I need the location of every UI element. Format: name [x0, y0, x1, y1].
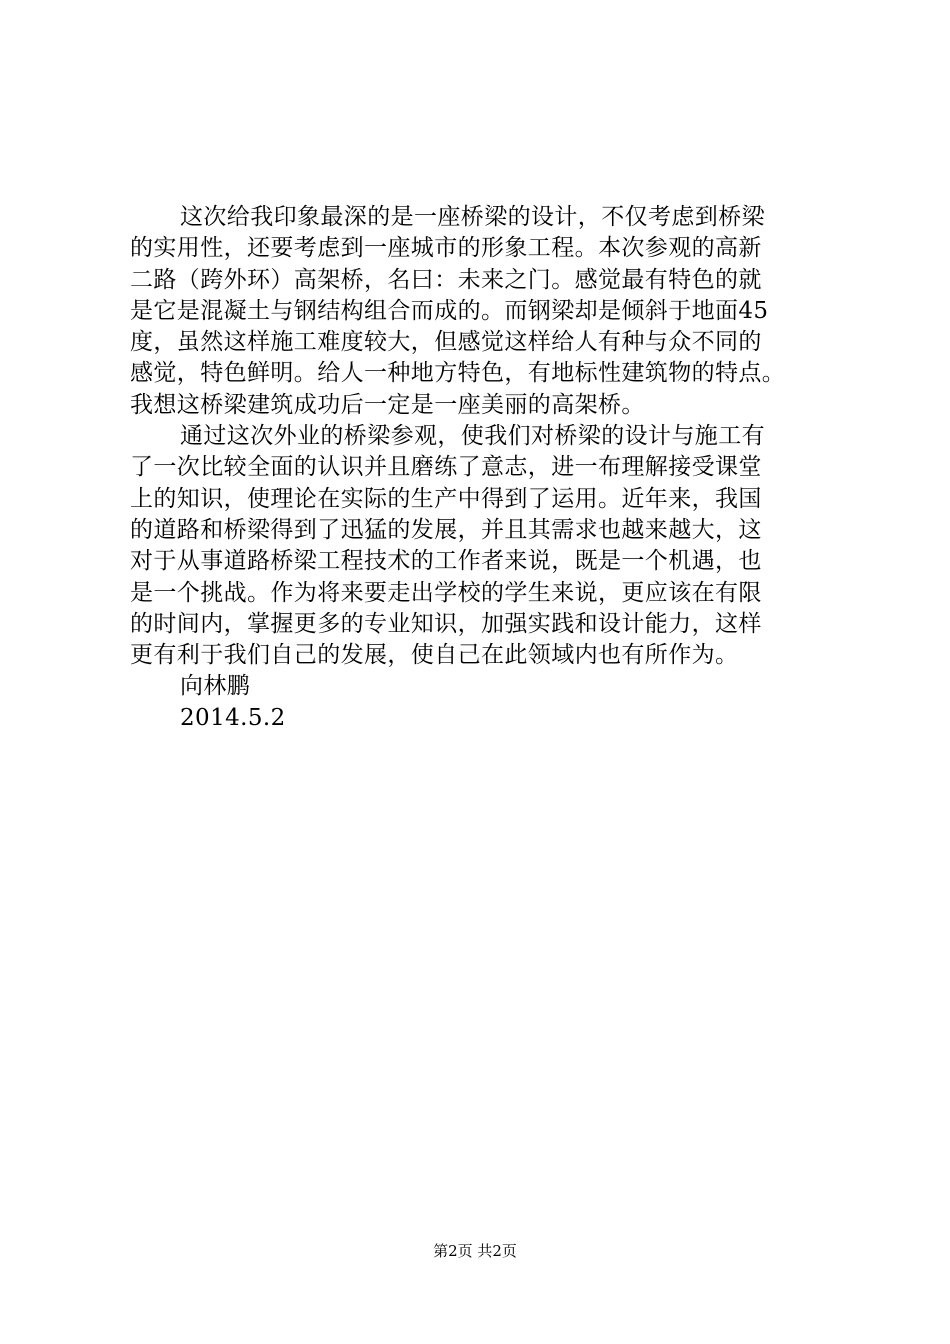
paragraph-2-line: 的道路和桥梁得到了迅猛的发展，并且其需求也越来越大，这	[130, 516, 762, 543]
paragraph-1-line: 感觉，特色鲜明。给人一种地方特色，有地标性建筑物的特点。	[130, 360, 786, 387]
paragraph-2-line: 了一次比较全面的认识并且磨练了意志，进一布理解接受课堂	[130, 454, 762, 481]
author-name: 向林鹏	[180, 673, 251, 700]
paragraph-1-line: 我想这桥梁建筑成功后一定是一座美丽的高架桥。	[130, 391, 645, 418]
paragraph-2-line: 上的知识，使理论在实际的生产中得到了运用。近年来，我国	[130, 485, 762, 512]
paragraph-2-line: 通过这次外业的桥梁参观，使我们对桥梁的设计与施工有	[180, 423, 765, 450]
paragraph-2-line: 对于从事道路桥梁工程技术的工作者来说，既是一个机遇，也	[130, 548, 762, 575]
paragraph-1-line: 这次给我印象最深的是一座桥梁的设计，不仅考虑到桥梁	[180, 204, 765, 230]
page-number-footer: 第2页 共2页	[433, 1242, 517, 1260]
paragraph-2-line: 的时间内，掌握更多的专业知识，加强实践和设计能力，这样	[130, 610, 762, 637]
paragraph-1-line: 是它是混凝土与钢结构组合而成的。而钢梁却是倾斜于地面45	[130, 297, 769, 324]
paragraph-1-line: 的实用性，还要考虑到一座城市的形象工程。本次参观的高新	[130, 235, 762, 262]
paragraph-2-line: 更有利于我们自己的发展，使自己在此领域内也有所作为。	[130, 642, 739, 669]
paragraph-2-line: 是一个挑战。作为将来要走出学校的学生来说，更应该在有限	[130, 579, 762, 606]
paragraph-1-line: 度，虽然这样施工难度较大，但感觉这样给人有种与众不同的	[130, 329, 762, 356]
paragraph-1-line: 二路（跨外环）高架桥，名曰：未来之门。感觉最有特色的就	[130, 266, 762, 293]
document-body	[130, 202, 850, 734]
document-date: 2014.5.2	[180, 704, 286, 731]
